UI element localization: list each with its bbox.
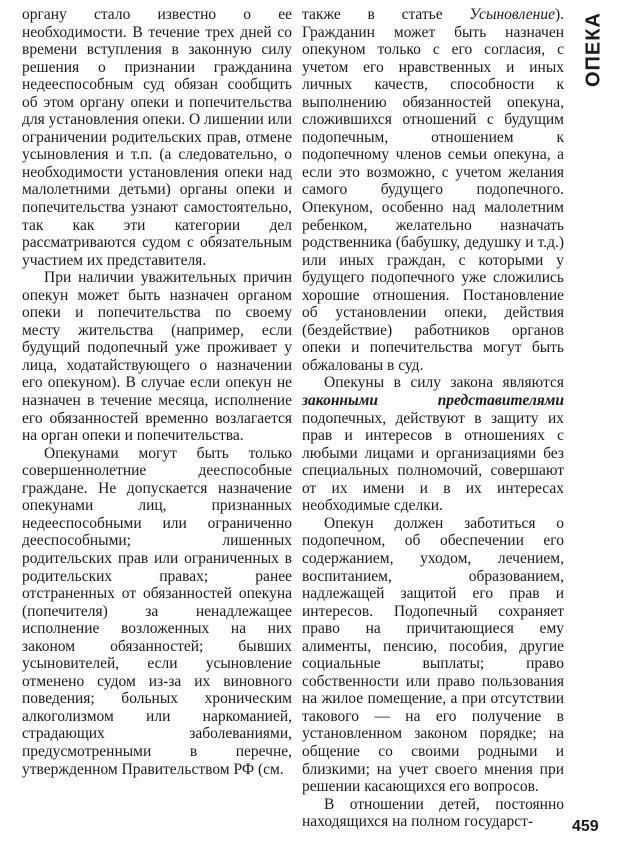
text: ). Гражданин может быть назначен опекуном только с его согласия, с учетом его нравственных и иных личных качеств, способности к выполнению обязанностей опекуна, сложившихся отношений с будущим подопечным, отношением к подопечному членов семьи опекуна, а если это возможно, с учетом желания самого будущего подопечного. Опекуном, особенно над малолетним ребенком, желательно назначать родственника (бабушку, дедушку и т.д.) или иных граждан, с которыми у будущего подопечного уже сложились хорошие отношения. Постановление об установлении опеки, действия (бездействие) работников органов опеки и попечительства могут быть обжалованы в суд.: [302, 6, 564, 374]
right-column: [302, 6, 564, 831]
paragraph-5: [302, 374, 564, 514]
text: также в статье: [302, 6, 470, 23]
paragraph-3: Опекунами могут быть только совершеннолетние дееспособные граждане. Не допускается назначение опекунами лиц, признанных недееспособными или ограниченно дееспособными; лишенных родительских прав или ограниченных в родительских правах; ранее отстраненных от обязанностей опекуна (попечителя) за ненадлежащее исполнение возложенных на них законом обязанностей; бывших усыновителей, если усыновление отменено судом из-за их виновного поведения; больных хроническим алкоголизмом или наркоманией, страдающих заболеваниями, предусмотренными в перечне, утвержденном Правительством РФ (см.: [22, 444, 292, 778]
paragraph-2: При наличии уважительных причин опекун может быть назначен органом опеки и попечительства по своему месту жительства (например, если будущий подопечный уже проживает у лица, ходатайствующего о назначении его опекуном). В случае если опекун не назначен в течение месяца, исполнение его обязанностей временно возлагается на орган опеки и попечительства.: [22, 269, 292, 445]
paragraph-7: В отношении детей, постоянно находящихся на полном государст-: [302, 795, 564, 831]
text: Опекуны в силу закона являются: [324, 374, 564, 392]
paragraph-1: органу стало известно о ее необходимости. В течение трех дней со времени вступления в законную силу решения о признании гражданина недееспособным суд обязан сообщить об этом органу опеки и попечительства для установления опеки. О лишении или ограничении родительских прав, отмене усыновления и т.п. (а следовательно, о необходимости установления опеки над малолетними детьми) органы опеки и попечительства узнают самостоятельно, так как эти категории дел рассматриваются судом с обязательным участием их представителя.: [22, 6, 292, 269]
section-title: ОПЕКА: [582, 12, 605, 88]
left-column: [22, 6, 292, 778]
paragraph-4: [302, 6, 564, 374]
paragraph-6: Опекун должен заботиться о подопечном, об обеспечении его содержанием, уходом, лечением, воспитанием, образованием, надлежащей защитой его прав и интересов. Подопечный сохраняет право на причитающиеся ему алименты, пенсию, пособия, другие социальные выплаты; право собственности или право пользования на жилое помещение, а при отсутствии такового — на его получение в установленном законом порядке; на общение со своими родными и близкими; на учет своего мнения при решении касающихся его вопросов.: [302, 514, 564, 796]
text: подопечных, действуют в защиту их прав и интересов в отношениях с любыми лицами и организациями без специальных полномочий, совершают от их имени и в их интересах необходимые сделки.: [302, 409, 564, 515]
page-number: 459: [572, 818, 599, 835]
italic-term: Усыновление: [469, 6, 555, 23]
emphasized-term: законными представителями: [302, 392, 564, 410]
